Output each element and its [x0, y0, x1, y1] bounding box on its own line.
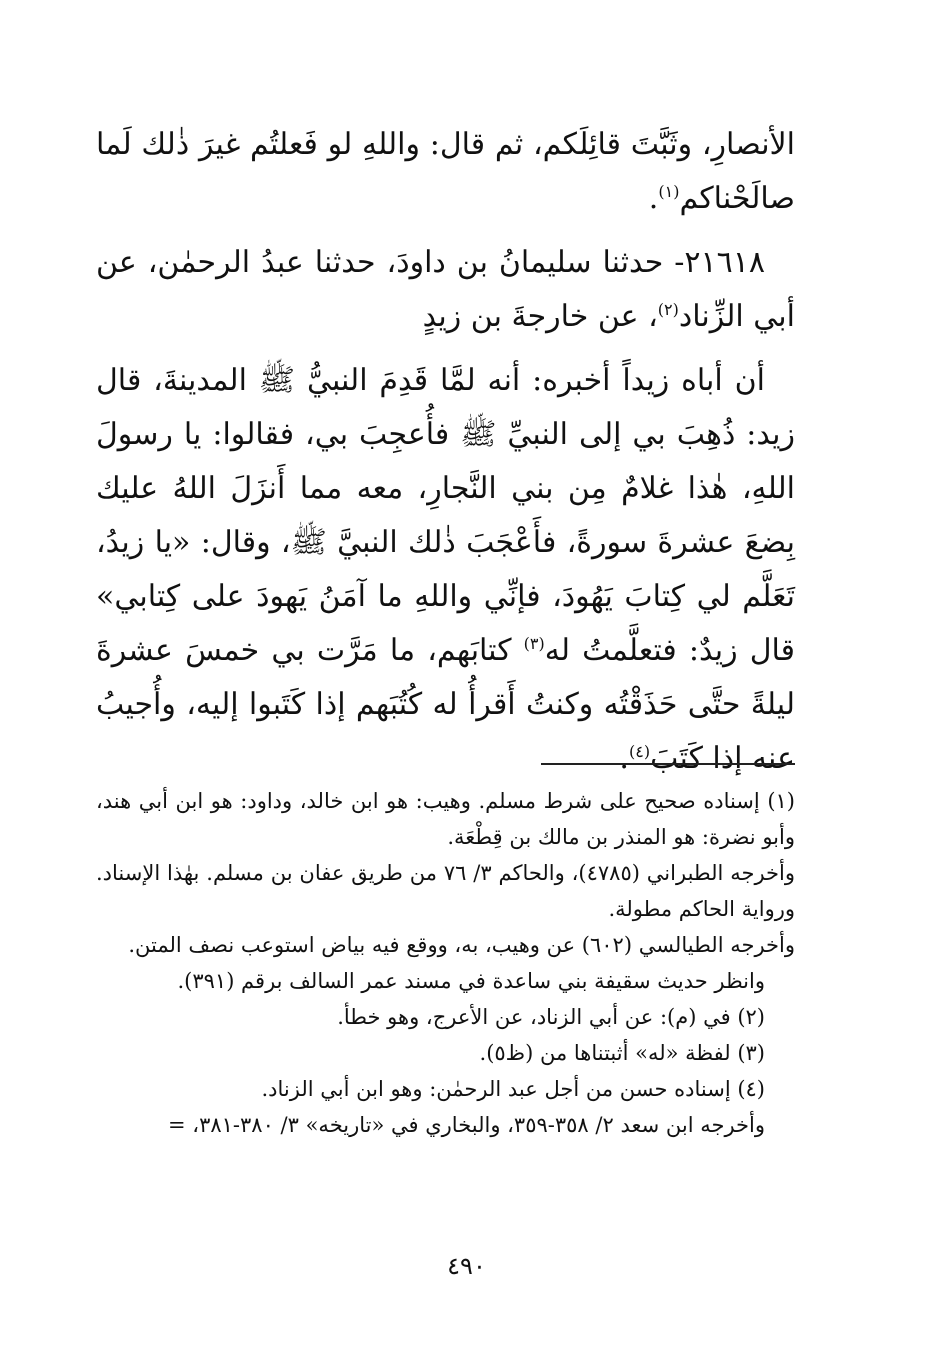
footnote-1-line-3: وأخرجه الطيالسي (٦٠٢) عن وهيب، به، ووقع فيه بياض استوعب نصف المتن.	[128, 933, 795, 957]
main-paragraph-1-text: الأنصارِ، وثَبَّتَ قائِلَكم، ثم قال: واللهِ لو فَعلتُم غيرَ ذٰلك لَما صالَحْناكم	[96, 127, 795, 216]
main-paragraph-2-end: ، عن خارجةَ بن زيدٍ	[422, 299, 658, 334]
footnote-ref-2: (٢)	[657, 300, 679, 319]
main-paragraph-3-end: .	[619, 741, 629, 776]
page-number: ٤٩٠	[447, 1252, 486, 1280]
footnote-1-line-1: (١) إسناده صحيح على شرط مسلم. وهيب: هو ابن خالد، وداود: هو ابن أبي هند، وأبو نضرة: هو المنذر بن مالك بن قِطْعَة.	[96, 789, 795, 849]
footnote-2: (٢) في (م): عن أبي الزناد، عن الأعرج، وهو خطأ.	[337, 1005, 765, 1029]
footnote-ref-1: (١)	[658, 182, 680, 201]
main-paragraph-1-end: .	[648, 181, 659, 216]
footnote-4-line-2: وأخرجه ابن سعد ٢/ ٣٥٨-٣٥٩، والبخاري في «تاريخه» ٣/ ٣٨٠-٣٨١، =	[168, 1113, 765, 1137]
main-text	[96, 118, 795, 786]
footnote-ref-4: (٤)	[628, 742, 651, 761]
main-paragraph-3-text: أن أباه زيداً أخبره: أنه لمَّا قَدِمَ النبيُّ ﷺ المدينةَ، قال زيد: ذُهِبَ بي إلى النبيِّ ﷺ فأُعجِبَ بي، فقالوا: يا رسولَ اللهِ، هٰذا غلامٌ مِن بني النَّجارِ، معه مما أَنزَلَ اللهُ عليك بِضعَ عشرةَ سورةً، فأَعْجَبَ ذٰلك النبيَّ ﷺ، وقال: «يا زيدُ، تَعَلَّم لي كِتابَ يَهُودَ، فإنِّي واللهِ ما آمَنُ يَهودَ على كِتابي» قال زيدٌ: فتعلَّمتُ له	[96, 363, 795, 668]
footnote-4-line-1: (٤) إسناده حسن من أجل عبد الرحمٰن: وهو ابن أبي الزناد.	[261, 1077, 765, 1101]
footnote-3: (٣) لفظة «له» أثبتناها من (ظ٥).	[479, 1041, 765, 1065]
main-paragraph-3	[96, 354, 795, 786]
main-paragraph-3-middle: كتابَهم، ما مَرَّت بي خمسَ عشرةَ ليلةً حتَّى حَذَقْتُه وكنتُ أَقرأُ له كُتُبَهم إذا كَتَبوا إليه، وأُجيبُ عنه إذا كَتَبَ	[96, 633, 795, 776]
footnote-divider	[541, 763, 795, 765]
main-paragraph-2	[96, 236, 795, 344]
main-paragraph-1	[96, 118, 795, 226]
footnotes	[96, 783, 795, 1143]
footnote-ref-3: (٣)	[523, 634, 545, 653]
footnote-1-line-2: وأخرجه الطبراني (٤٧٨٥)، والحاكم ٣/ ٧٦ من طريق عفان بن مسلم. بهٰذا الإسناد. ورواية الحاكم مطولة.	[96, 861, 796, 921]
main-paragraph-2-text: ٢١٦١٨- حدثنا سليمانُ بن داودَ، حدثنا عبدُ الرحمٰن، عن أبي الزِّناد	[96, 245, 795, 334]
footnote-1-line-4: وانظر حديث سقيفة بني ساعدة في مسند عمر السالف برقم (٣٩١).	[177, 969, 765, 993]
